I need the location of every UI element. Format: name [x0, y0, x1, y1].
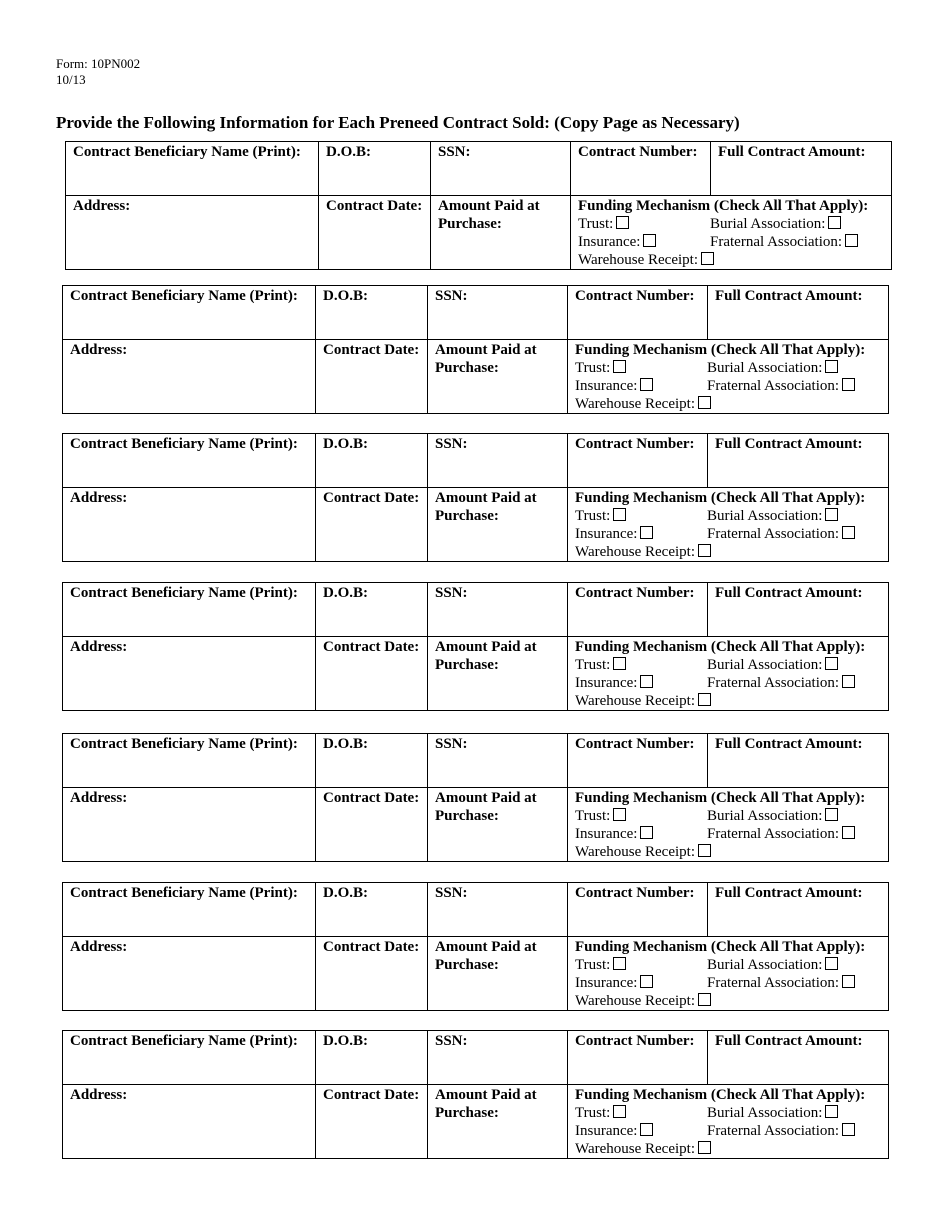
contract-date-label: Contract Date: — [323, 939, 420, 955]
contract-number-label: Contract Number: — [575, 885, 695, 901]
burial-association-checkbox[interactable] — [825, 360, 838, 373]
beneficiary-name-label: Contract Beneficiary Name (Print): — [70, 1033, 298, 1049]
address-label: Address: — [70, 639, 128, 655]
dob-field[interactable] — [316, 583, 428, 637]
contract-number-field[interactable] — [568, 583, 708, 637]
fraternal-association-checkbox[interactable] — [842, 378, 855, 391]
address-field[interactable] — [63, 340, 316, 414]
funding-mechanism-label: Funding Mechanism (Check All That Apply): — [575, 490, 866, 506]
address-label: Address: — [70, 342, 128, 358]
contract-date-field[interactable] — [316, 488, 428, 562]
trust-label: Trust: — [575, 1105, 611, 1121]
form-date: 10/13 — [56, 72, 86, 87]
dob-field[interactable] — [316, 286, 428, 340]
warehouse-receipt-label: Warehouse Receipt: — [575, 844, 695, 860]
amount-paid-label: Amount Paid at Purchase: — [435, 490, 537, 524]
address-label: Address: — [73, 198, 131, 214]
warehouse-receipt-label: Warehouse Receipt: — [575, 1141, 695, 1157]
beneficiary-name-label: Contract Beneficiary Name (Print): — [70, 736, 298, 752]
contract-number-label: Contract Number: — [575, 1033, 695, 1049]
full-contract-amount-label: Full Contract Amount: — [715, 436, 863, 452]
contract-number-field[interactable] — [571, 142, 711, 196]
amount-paid-field[interactable] — [428, 788, 568, 862]
warehouse-receipt-checkbox[interactable] — [698, 396, 711, 409]
funding-mechanism — [568, 488, 889, 562]
fraternal-association-label: Fraternal Association: — [707, 826, 840, 842]
burial-association-checkbox[interactable] — [825, 1105, 838, 1118]
dob-field[interactable] — [316, 434, 428, 488]
funding-mechanism-label: Funding Mechanism (Check All That Apply): — [578, 198, 869, 214]
insurance-checkbox[interactable] — [640, 526, 653, 539]
insurance-label: Insurance: — [575, 526, 638, 542]
full-contract-amount-label: Full Contract Amount: — [715, 1033, 863, 1049]
beneficiary-name-field[interactable] — [66, 142, 319, 196]
dob-label: D.O.B: — [326, 144, 371, 160]
trust-label: Trust: — [575, 957, 611, 973]
contract-number-field[interactable] — [568, 434, 708, 488]
funding-mechanism — [571, 196, 892, 270]
contract-number-label: Contract Number: — [575, 736, 695, 752]
burial-association-checkbox[interactable] — [825, 508, 838, 521]
insurance-checkbox[interactable] — [640, 975, 653, 988]
full-contract-amount-field[interactable] — [708, 883, 889, 937]
ssn-field[interactable] — [428, 1031, 568, 1085]
funding-mechanism — [568, 340, 889, 414]
contract-date-field[interactable] — [316, 937, 428, 1011]
ssn-label: SSN: — [438, 144, 471, 160]
fraternal-association-checkbox[interactable] — [842, 1123, 855, 1136]
ssn-label: SSN: — [435, 736, 468, 752]
contract-block — [65, 141, 892, 270]
fraternal-association-checkbox[interactable] — [845, 234, 858, 247]
funding-mechanism — [568, 788, 889, 862]
insurance-label: Insurance: — [575, 675, 638, 691]
ssn-field[interactable] — [431, 142, 571, 196]
burial-association-label: Burial Association: — [707, 508, 823, 524]
insurance-label: Insurance: — [575, 1123, 638, 1139]
fraternal-association-checkbox[interactable] — [842, 526, 855, 539]
contract-number-label: Contract Number: — [578, 144, 698, 160]
address-field[interactable] — [63, 637, 316, 711]
amount-paid-label: Amount Paid at Purchase: — [435, 1087, 537, 1121]
contract-number-field[interactable] — [568, 1031, 708, 1085]
trust-checkbox[interactable] — [613, 360, 626, 373]
address-label: Address: — [70, 790, 128, 806]
warehouse-receipt-checkbox[interactable] — [698, 544, 711, 557]
warehouse-receipt-label: Warehouse Receipt: — [575, 396, 695, 412]
amount-paid-label: Amount Paid at Purchase: — [435, 342, 537, 376]
amount-paid-field[interactable] — [431, 196, 571, 270]
full-contract-amount-label: Full Contract Amount: — [715, 585, 863, 601]
trust-checkbox[interactable] — [613, 957, 626, 970]
insurance-checkbox[interactable] — [640, 675, 653, 688]
amount-paid-field[interactable] — [428, 340, 568, 414]
full-contract-amount-field[interactable] — [708, 434, 889, 488]
warehouse-receipt-label: Warehouse Receipt: — [575, 993, 695, 1009]
ssn-label: SSN: — [435, 885, 468, 901]
contract-date-label: Contract Date: — [323, 790, 420, 806]
insurance-label: Insurance: — [575, 378, 638, 394]
contract-date-label: Contract Date: — [326, 198, 423, 214]
address-field[interactable] — [63, 1085, 316, 1159]
full-contract-amount-label: Full Contract Amount: — [715, 736, 863, 752]
funding-mechanism-label: Funding Mechanism (Check All That Apply): — [575, 790, 866, 806]
insurance-checkbox[interactable] — [643, 234, 656, 247]
beneficiary-name-label: Contract Beneficiary Name (Print): — [70, 585, 298, 601]
burial-association-checkbox[interactable] — [825, 657, 838, 670]
trust-label: Trust: — [575, 808, 611, 824]
fraternal-association-label: Fraternal Association: — [707, 975, 840, 991]
dob-label: D.O.B: — [323, 1033, 368, 1049]
beneficiary-name-label: Contract Beneficiary Name (Print): — [70, 288, 298, 304]
ssn-label: SSN: — [435, 585, 468, 601]
contract-number-field[interactable] — [568, 286, 708, 340]
trust-checkbox[interactable] — [613, 808, 626, 821]
dob-label: D.O.B: — [323, 736, 368, 752]
funding-mechanism-label: Funding Mechanism (Check All That Apply): — [575, 342, 866, 358]
trust-label: Trust: — [578, 216, 614, 232]
ssn-field[interactable] — [428, 286, 568, 340]
insurance-label: Insurance: — [575, 826, 638, 842]
funding-mechanism — [568, 1085, 889, 1159]
address-label: Address: — [70, 939, 128, 955]
beneficiary-name-label: Contract Beneficiary Name (Print): — [70, 885, 298, 901]
burial-association-label: Burial Association: — [707, 957, 823, 973]
warehouse-receipt-checkbox[interactable] — [698, 844, 711, 857]
burial-association-label: Burial Association: — [707, 1105, 823, 1121]
address-label: Address: — [70, 1087, 128, 1103]
warehouse-receipt-checkbox[interactable] — [698, 993, 711, 1006]
burial-association-checkbox[interactable] — [825, 957, 838, 970]
dob-field[interactable] — [316, 1031, 428, 1085]
amount-paid-label: Amount Paid at Purchase: — [435, 939, 537, 973]
form-code: Form: 10PN002 — [56, 56, 141, 71]
burial-association-checkbox[interactable] — [828, 216, 841, 229]
ssn-field[interactable] — [428, 583, 568, 637]
fraternal-association-checkbox[interactable] — [842, 975, 855, 988]
warehouse-receipt-checkbox[interactable] — [701, 252, 714, 265]
ssn-field[interactable] — [428, 434, 568, 488]
funding-mechanism-label: Funding Mechanism (Check All That Apply): — [575, 1087, 866, 1103]
contract-date-field[interactable] — [316, 637, 428, 711]
insurance-label: Insurance: — [575, 975, 638, 991]
full-contract-amount-field[interactable] — [711, 142, 892, 196]
trust-checkbox[interactable] — [616, 216, 629, 229]
insurance-checkbox[interactable] — [640, 826, 653, 839]
insurance-label: Insurance: — [578, 234, 641, 250]
amount-paid-label: Amount Paid at Purchase: — [435, 790, 537, 824]
full-contract-amount-field[interactable] — [708, 1031, 889, 1085]
beneficiary-name-field[interactable] — [63, 734, 316, 788]
full-contract-amount-field[interactable] — [708, 734, 889, 788]
burial-association-label: Burial Association: — [707, 657, 823, 673]
insurance-checkbox[interactable] — [640, 1123, 653, 1136]
dob-label: D.O.B: — [323, 436, 368, 452]
ssn-label: SSN: — [435, 288, 468, 304]
warehouse-receipt-label: Warehouse Receipt: — [575, 544, 695, 560]
trust-label: Trust: — [575, 657, 611, 673]
ssn-label: SSN: — [435, 1033, 468, 1049]
fraternal-association-label: Fraternal Association: — [707, 526, 840, 542]
burial-association-label: Burial Association: — [710, 216, 826, 232]
contract-block — [62, 882, 889, 1011]
contract-number-label: Contract Number: — [575, 436, 695, 452]
fraternal-association-label: Fraternal Association: — [707, 378, 840, 394]
ssn-field[interactable] — [428, 734, 568, 788]
contract-date-field[interactable] — [316, 788, 428, 862]
funding-mechanism-label: Funding Mechanism (Check All That Apply): — [575, 639, 866, 655]
contract-date-label: Contract Date: — [323, 1087, 420, 1103]
warehouse-receipt-label: Warehouse Receipt: — [575, 693, 695, 709]
amount-paid-label: Amount Paid at Purchase: — [438, 198, 540, 232]
trust-label: Trust: — [575, 360, 611, 376]
trust-checkbox[interactable] — [613, 1105, 626, 1118]
dob-label: D.O.B: — [323, 288, 368, 304]
ssn-field[interactable] — [428, 883, 568, 937]
beneficiary-name-field[interactable] — [63, 286, 316, 340]
beneficiary-name-field[interactable] — [63, 434, 316, 488]
contract-number-field[interactable] — [568, 883, 708, 937]
full-contract-amount-label: Full Contract Amount: — [715, 288, 863, 304]
contract-date-field[interactable] — [316, 340, 428, 414]
fraternal-association-label: Fraternal Association: — [707, 1123, 840, 1139]
dob-label: D.O.B: — [323, 885, 368, 901]
contract-number-label: Contract Number: — [575, 585, 695, 601]
trust-label: Trust: — [575, 508, 611, 524]
burial-association-label: Burial Association: — [707, 360, 823, 376]
warehouse-receipt-checkbox[interactable] — [698, 693, 711, 706]
contract-number-label: Contract Number: — [575, 288, 695, 304]
full-contract-amount-label: Full Contract Amount: — [715, 885, 863, 901]
contract-number-field[interactable] — [568, 734, 708, 788]
funding-mechanism — [568, 937, 889, 1011]
burial-association-checkbox[interactable] — [825, 808, 838, 821]
contract-block — [62, 285, 889, 414]
contract-date-label: Contract Date: — [323, 490, 420, 506]
funding-mechanism — [568, 637, 889, 711]
dob-field[interactable] — [316, 883, 428, 937]
full-contract-amount-label: Full Contract Amount: — [718, 144, 866, 160]
dob-field[interactable] — [316, 734, 428, 788]
dob-label: D.O.B: — [323, 585, 368, 601]
page-title: Provide the Following Information for Each Preneed Contract Sold: (Copy Page as Necessary) — [56, 113, 740, 132]
amount-paid-field[interactable] — [428, 937, 568, 1011]
amount-paid-label: Amount Paid at Purchase: — [435, 639, 537, 673]
contract-block — [62, 433, 889, 562]
funding-mechanism-label: Funding Mechanism (Check All That Apply): — [575, 939, 866, 955]
contract-date-label: Contract Date: — [323, 342, 420, 358]
contract-date-label: Contract Date: — [323, 639, 420, 655]
fraternal-association-label: Fraternal Association: — [710, 234, 843, 250]
fraternal-association-checkbox[interactable] — [842, 826, 855, 839]
fraternal-association-label: Fraternal Association: — [707, 675, 840, 691]
contract-block — [62, 1030, 889, 1159]
beneficiary-name-field[interactable] — [63, 1031, 316, 1085]
warehouse-receipt-checkbox[interactable] — [698, 1141, 711, 1154]
beneficiary-name-field[interactable] — [63, 883, 316, 937]
contract-date-field[interactable] — [319, 196, 431, 270]
contract-block — [62, 733, 889, 862]
address-field[interactable] — [63, 937, 316, 1011]
contract-block — [62, 582, 889, 711]
amount-paid-field[interactable] — [428, 488, 568, 562]
ssn-label: SSN: — [435, 436, 468, 452]
trust-checkbox[interactable] — [613, 657, 626, 670]
insurance-checkbox[interactable] — [640, 378, 653, 391]
beneficiary-name-field[interactable] — [63, 583, 316, 637]
contract-date-field[interactable] — [316, 1085, 428, 1159]
full-contract-amount-field[interactable] — [708, 583, 889, 637]
dob-field[interactable] — [319, 142, 431, 196]
address-field[interactable] — [66, 196, 319, 270]
address-field[interactable] — [63, 788, 316, 862]
fraternal-association-checkbox[interactable] — [842, 675, 855, 688]
warehouse-receipt-label: Warehouse Receipt: — [578, 252, 698, 268]
form-meta — [56, 56, 140, 88]
address-field[interactable] — [63, 488, 316, 562]
full-contract-amount-field[interactable] — [708, 286, 889, 340]
amount-paid-field[interactable] — [428, 637, 568, 711]
trust-checkbox[interactable] — [613, 508, 626, 521]
beneficiary-name-label: Contract Beneficiary Name (Print): — [70, 436, 298, 452]
beneficiary-name-label: Contract Beneficiary Name (Print): — [73, 144, 301, 160]
amount-paid-field[interactable] — [428, 1085, 568, 1159]
burial-association-label: Burial Association: — [707, 808, 823, 824]
address-label: Address: — [70, 490, 128, 506]
